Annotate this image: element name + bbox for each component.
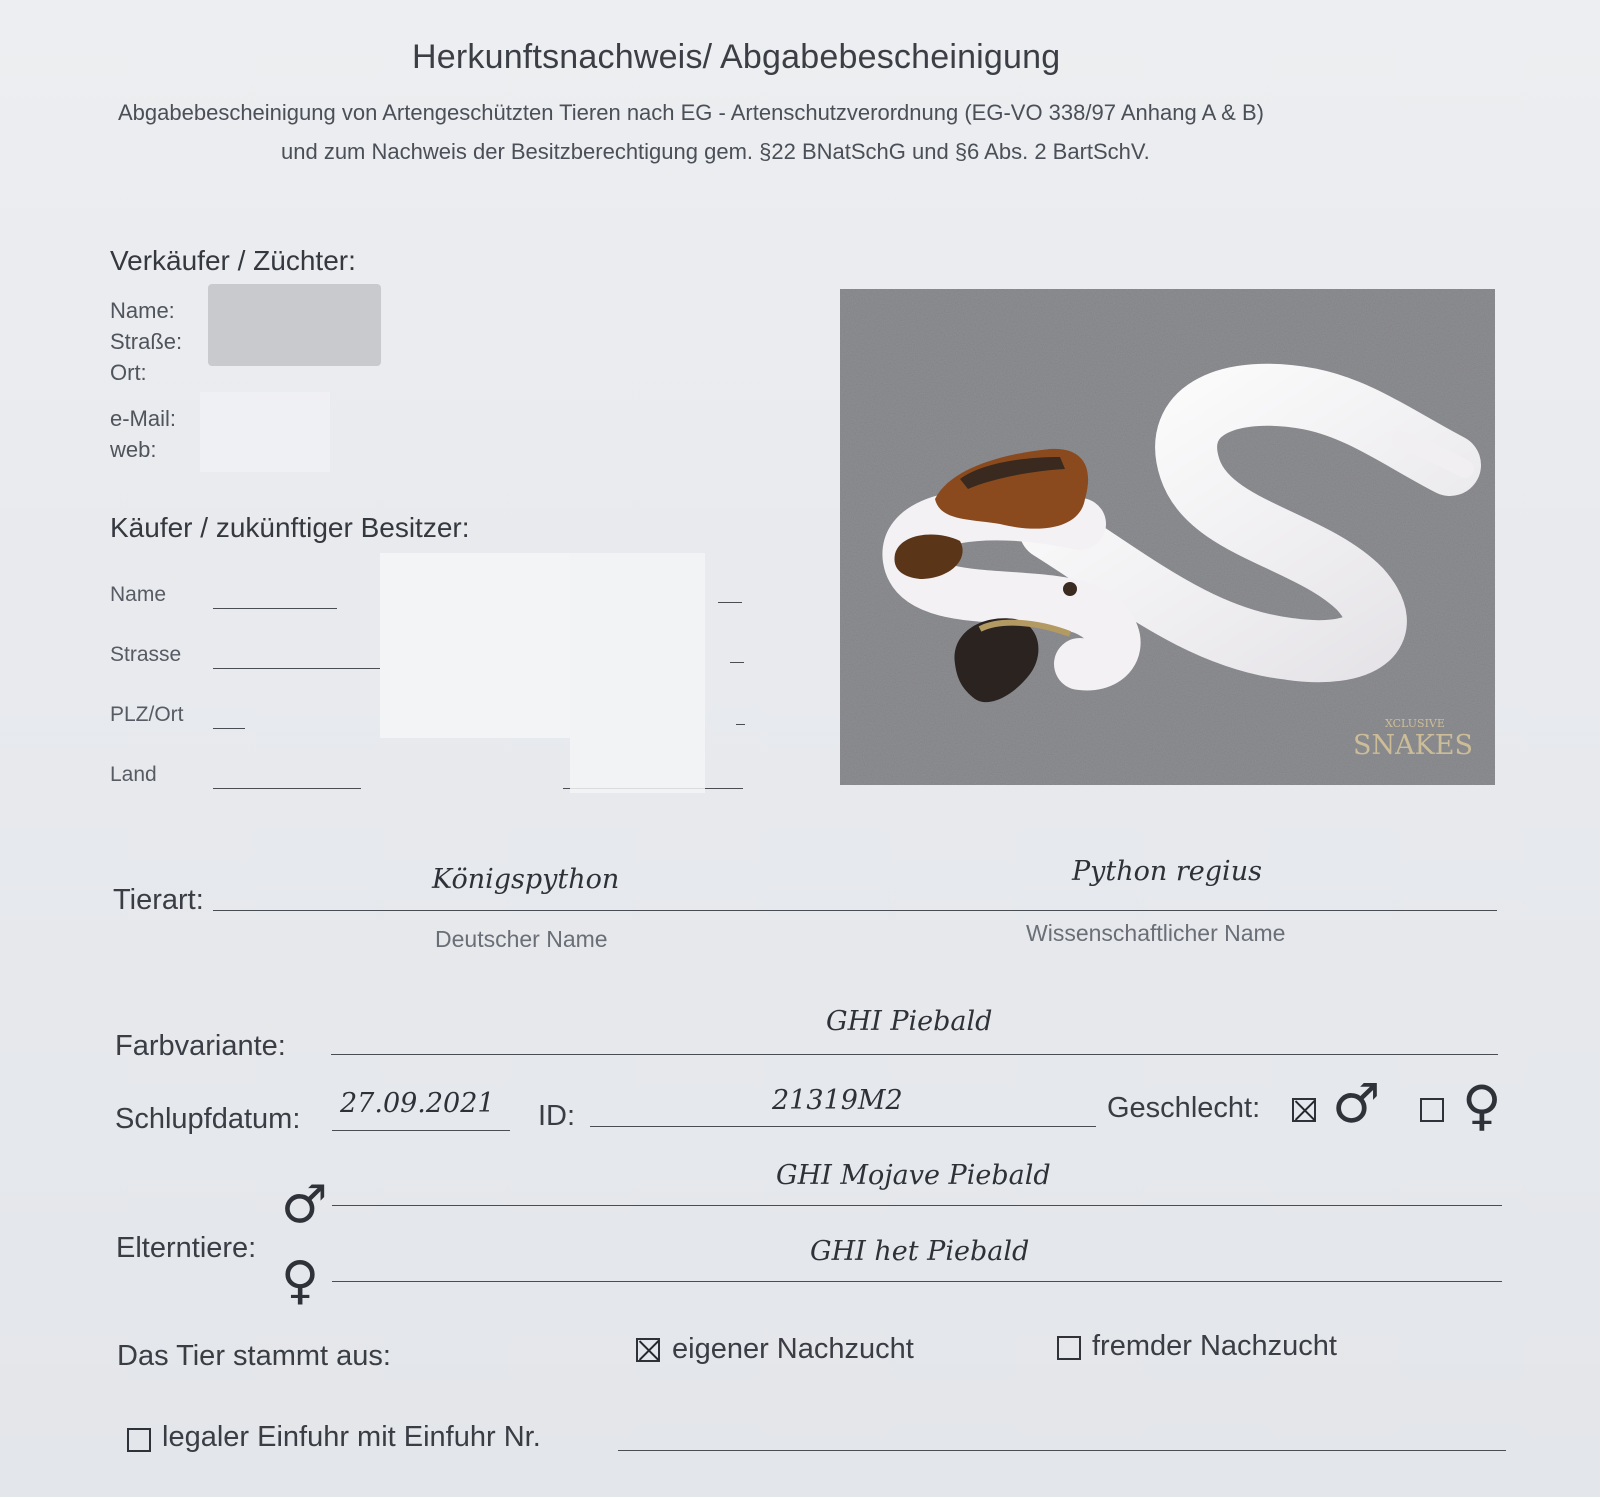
species-line [213,910,1497,911]
parents-label: Elterntiere: [116,1232,257,1264]
photo-watermark-big: SNAKES [1353,730,1473,761]
seller-contact-redaction [200,392,330,472]
male-symbol-icon: ♂ [1332,1072,1381,1135]
species-german-value: Königspython [432,864,620,895]
import-number-line [618,1450,1506,1451]
species-german-caption: Deutscher Name [435,926,608,952]
origin-foreign-label: fremder Nachzucht [1092,1330,1337,1362]
parent-female-symbol-icon: ♀ [281,1251,320,1311]
buyer-heading: Käufer / zukünftiger Besitzer: [110,512,470,543]
snake-photo [840,289,1495,785]
species-scientific-value: Python regius [1072,856,1262,887]
origin-own-checkbox[interactable] [636,1338,660,1362]
seller-name-label: Name: [110,298,175,323]
sex-label: Geschlecht: [1107,1092,1261,1124]
seller-city-label: Ort: [110,360,147,385]
hatch-value: 27.09.2021 [340,1088,495,1119]
seller-street-label: Straße: [110,329,183,354]
origin-own-label: eigener Nachzucht [672,1333,914,1365]
sex-female-checkbox[interactable] [1420,1098,1444,1122]
buyer-country-label: Land [110,763,157,786]
morph-line [331,1054,1498,1055]
parent-male-value: GHI Mojave Piebald [776,1160,1051,1191]
parent-male-line [332,1205,1502,1206]
seller-email-label: e-Mail: [110,406,177,431]
buyer-name-line [213,608,337,609]
species-label: Tierart: [113,884,204,916]
document-subtitle-line2: und zum Nachweis der Besitzberechtigung gem. §22 BNatSchG und §6 Abs. 2 BartSchV. [281,139,1150,164]
hatch-line [332,1130,510,1131]
origin-foreign-checkbox[interactable] [1057,1336,1081,1360]
female-symbol-icon: ♀ [1462,1074,1502,1137]
species-scientific-caption: Wissenschaftlicher Name [1026,920,1286,946]
morph-value: GHI Piebald [826,1006,993,1037]
buyer-street-label: Strasse [110,643,182,666]
origin-label: Das Tier stammt aus: [117,1340,391,1372]
document-title: Herkunftsnachweis/ Abgabebescheinigung [412,38,1061,76]
seller-heading: Verkäufer / Züchter: [110,245,356,276]
seller-redaction [208,284,381,366]
buyer-city-label: PLZ/Ort [110,703,184,726]
buyer-name-line-end [718,602,742,603]
parent-female-line [332,1281,1502,1282]
hatch-label: Schlupfdatum: [115,1103,301,1135]
seller-web-label: web: [110,437,157,462]
buyer-name-label: Name [110,583,167,606]
origin-import-checkbox[interactable] [127,1428,151,1452]
photo-watermark-small: XCLUSIVE [1385,717,1445,730]
buyer-street-line-end [730,662,744,663]
parent-male-symbol-icon: ♂ [281,1175,328,1235]
buyer-redaction-2 [570,553,705,793]
sex-male-checkbox[interactable] [1292,1098,1316,1122]
buyer-city-line-end [736,724,745,725]
buyer-country-line [213,788,361,789]
id-value: 21319M2 [772,1085,903,1116]
buyer-redaction-1 [380,553,570,738]
buyer-street-line [213,668,389,669]
origin-import-label: legaler Einfuhr mit Einfuhr Nr. [162,1421,541,1453]
morph-label: Farbvariante: [115,1030,286,1062]
id-line [590,1126,1096,1127]
id-label: ID: [538,1100,576,1132]
snake-photo-svg [840,289,1495,785]
parent-female-value: GHI het Piebald [810,1236,1030,1267]
document-subtitle-line1: Abgabebescheinigung von Artengeschützten Tieren nach EG - Artenschutzverordnung (EG-VO 338/97 Anhang A & B) [118,100,1264,125]
buyer-city-line [213,728,245,729]
snake-dark-spot [1063,582,1077,596]
